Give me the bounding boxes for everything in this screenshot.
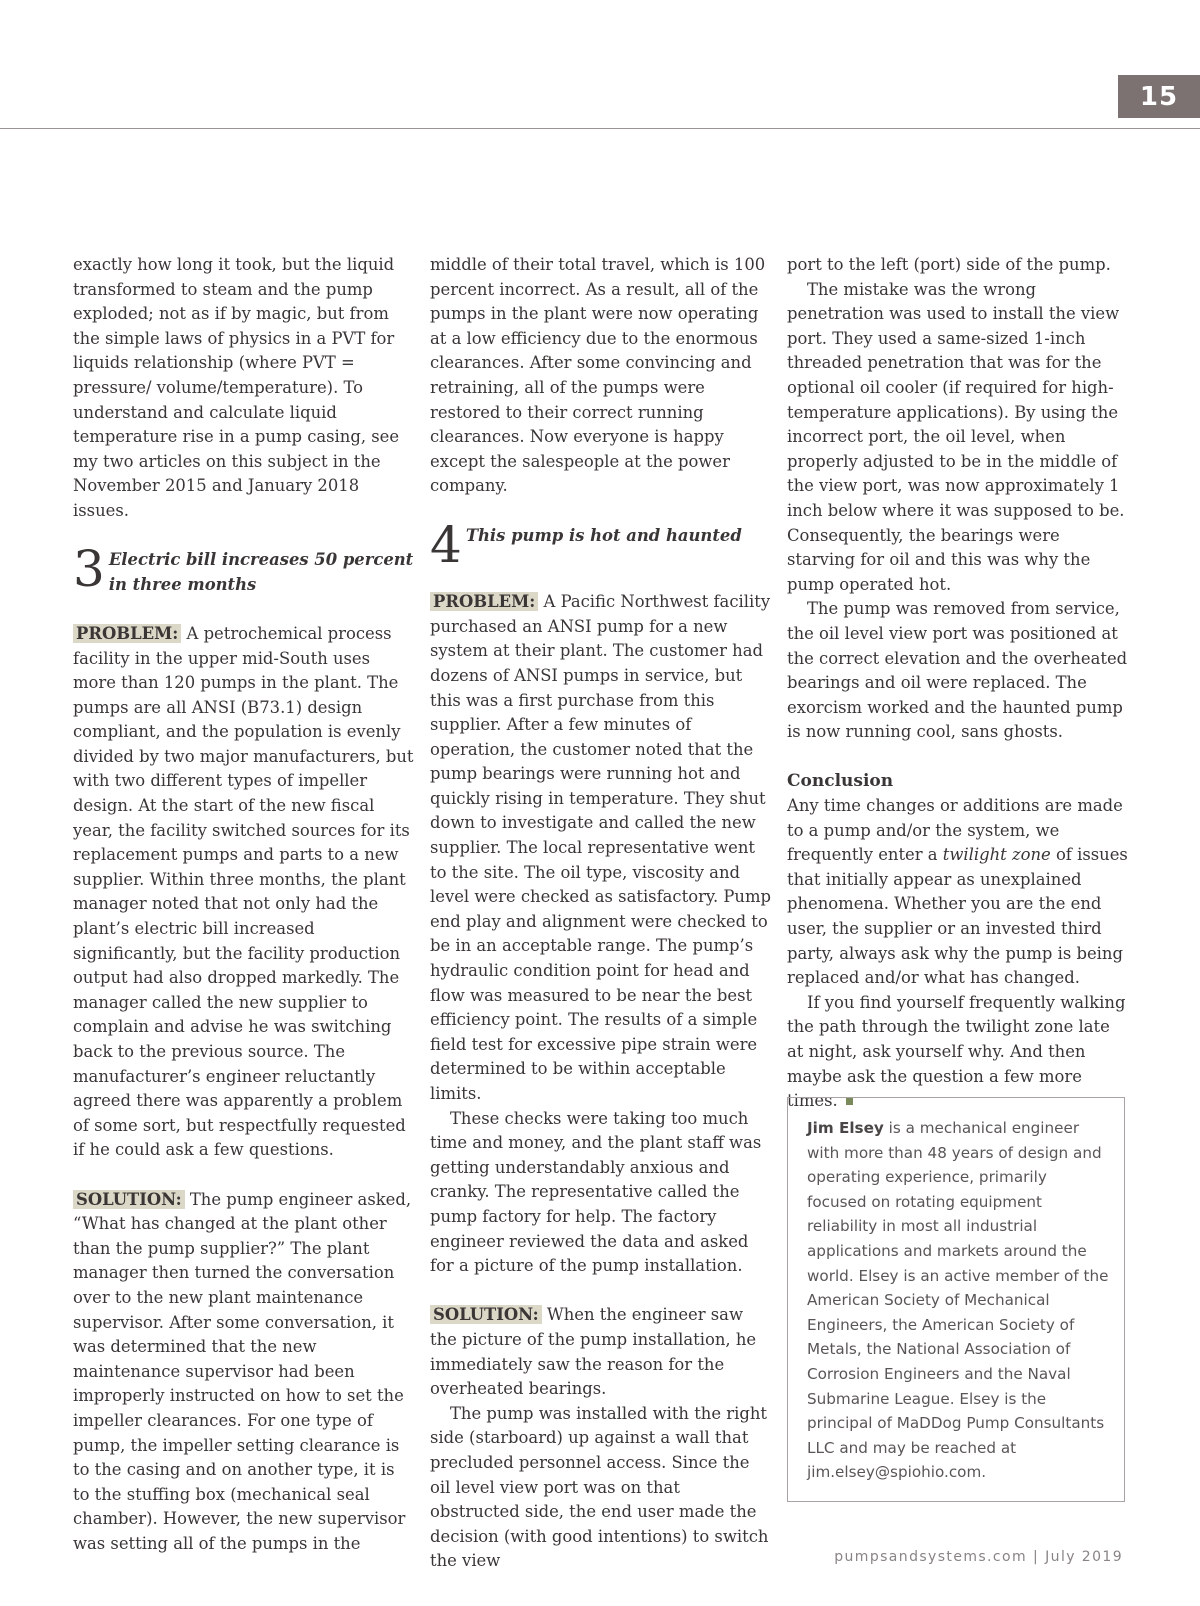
problem-paragraph bbox=[430, 590, 772, 1106]
section-number: 4 bbox=[430, 515, 462, 574]
conclusion-paragraph bbox=[787, 794, 1129, 991]
problem-label: PROBLEM: bbox=[73, 624, 181, 643]
section-heading-3 bbox=[73, 540, 415, 599]
paragraph: The pump was removed from service, the oil level view port was positioned at the correct elevation and the overheated bearings and oil were replaced. The exorcism worked and the haunted pump is now running cool, sans ghosts. bbox=[787, 599, 1128, 742]
solution-label: SOLUTION: bbox=[430, 1305, 542, 1324]
conclusion-heading: Conclusion bbox=[787, 771, 894, 792]
solution-label: SOLUTION: bbox=[73, 1190, 185, 1209]
text: Any time changes or additions are made to a pump and/or the system, we frequently enter a bbox=[787, 796, 1123, 865]
section-heading-text: This pump is hot and haunted bbox=[465, 525, 742, 545]
solution-paragraph bbox=[430, 1303, 772, 1401]
solution-text: The pump engineer asked, “What has changed at the plant other than the pump supplier?” The plant manager then turned the conversation over to the new plant maintenance supervisor. After some conversation, it was determined that the new maintenance supervisor had been improperly instructed on how to set the impeller clearances. For one type of pump, the impeller setting clearance is to the casing and on another type, it is to the stuffing box (mechanical seal chamber). However, the new supervisor was setting all of the pumps in the bbox=[73, 1189, 412, 1553]
column-1 bbox=[73, 253, 415, 1556]
paragraph: exactly how long it took, but the liquid transformed to steam and the pump exploded; not as if by magic, but from the simple laws of physics in a PVT for liquids relationship (where PVT = pressure/ volume/temperature). To understand and calculate liquid temperature rise in a pump casing, see my two articles on this subject in the November 2015 and January 2018 issues. bbox=[73, 255, 400, 520]
emphasis: twilight zone bbox=[942, 845, 1051, 865]
text: of issues that initially appear as unexplained phenomena. Whether you are the end user, the supplier or an invested third party, always ask why the pump is being replaced and/or what has changed. bbox=[787, 845, 1128, 988]
page-number: 15 bbox=[1118, 75, 1200, 118]
paragraph: The pump was installed with the right side (starboard) up against a wall that precluded personnel access. Since the oil level view port was on that obstructed side, the end user made the decision (with good intentions) to switch the view bbox=[430, 1403, 769, 1571]
paragraph: port to the left (port) side of the pump. bbox=[787, 255, 1111, 274]
section-heading-4 bbox=[430, 515, 772, 574]
problem-paragraph bbox=[73, 622, 415, 1163]
problem-text: A petrochemical process facility in the upper mid-South uses more than 120 pumps in the plant. The pumps are all ANSI (B73.1) design compliant, and the population is evenly divided by two major manufacturers, but with two different types of impeller design. At the start of the new fiscal year, the facility switched sources for its replacement pumps and parts to a new supplier. Within three months, the plant manager noted that not only had the plant’s electric bill increased significantly, but the facility production output had also dropped markedly. The manager called the new supplier to complain and advise he was switching back to the previous source. The manufacturer’s engineer reluctantly agreed there was apparently a problem of some sort, but respectfully requested if he could ask a few questions. bbox=[73, 623, 414, 1160]
problem-text: A Pacific Northwest facility purchased an ANSI pump for a new system at their plant. The customer had dozens of ANSI pumps in service, but this was a first purchase from this supplier. After a few minutes of operation, the customer noted that the pump bearings were running hot and quickly rising in temperature. They shut down to investigate and called the new supplier. The local representative went to the site. The oil type, viscosity and level were checked as satisfactory. Pump end play and alignment were checked to be in an acceptable range. The pump’s hydraulic condition point for head and flow was measured to be near the best efficiency point. The results of a simple field test for excessive pipe strain were determined to be within acceptable limits. bbox=[430, 592, 772, 1103]
solution-paragraph bbox=[73, 1188, 415, 1557]
column-3 bbox=[787, 253, 1129, 1114]
conclusion-paragraph bbox=[787, 991, 1129, 1114]
header-rule bbox=[0, 128, 1200, 129]
page-footer bbox=[834, 1549, 1123, 1565]
paragraph: These checks were taking too much time and money, and the plant staff was getting understandably anxious and cranky. The representative called the pump factory for help. The factory engineer reviewed the data and asked for a picture of the pump installation. bbox=[430, 1108, 762, 1276]
text: If you find yourself frequently walking the path through the twilight zone late at night, ask yourself why. And then maybe ask the question a few more times. bbox=[787, 992, 1126, 1111]
section-heading-text: Electric bill increases 50 percent in three months bbox=[108, 550, 414, 594]
footer-separator: | bbox=[1033, 1549, 1040, 1565]
section-number: 3 bbox=[73, 540, 105, 599]
footer-site: pumpsandsystems.com bbox=[834, 1549, 1028, 1565]
author-bio-box bbox=[787, 1097, 1125, 1502]
column-2 bbox=[430, 253, 772, 1574]
solution-text: When the engineer saw the picture of the pump installation, he immediately saw the reason for the overheated bearings. bbox=[430, 1305, 757, 1399]
paragraph: The mistake was the wrong penetration was used to install the view port. They used a same-sized 1-inch threaded penetration that was for the optional oil cooler (if required for high-temperature applications). By using the incorrect port, the oil level, when properly adjusted to be in the middle of the view port, was now approximately 1 inch below where it was supposed to be. Consequently, the bearings were starving for oil and this was why the pump operated hot. bbox=[787, 279, 1125, 594]
footer-issue: July 2019 bbox=[1045, 1549, 1123, 1565]
author-name: Jim Elsey bbox=[807, 1119, 884, 1137]
problem-label: PROBLEM: bbox=[430, 592, 538, 611]
paragraph: middle of their total travel, which is 100 percent incorrect. As a result, all of the pumps in the plant were now operating at a low efficiency due to the enormous clearances. After some convincing and retraining, all of the pumps were restored to their correct running clearances. Now everyone is happy except the salespeople at the power company. bbox=[430, 255, 766, 496]
author-bio-text: is a mechanical engineer with more than 48 years of design and operating experience, primarily focused on rotating equipment reliability in most all industrial applications and markets around the world. Elsey is an active member of the American Society of Mechanical Engineers, the American Society of Metals, the National Association of Corrosion Engineers and the Naval Submarine League. Elsey is the principal of MaDDog Pump Consultants LLC and may be reached at jim.elsey@spiohio.com. bbox=[807, 1119, 1109, 1482]
